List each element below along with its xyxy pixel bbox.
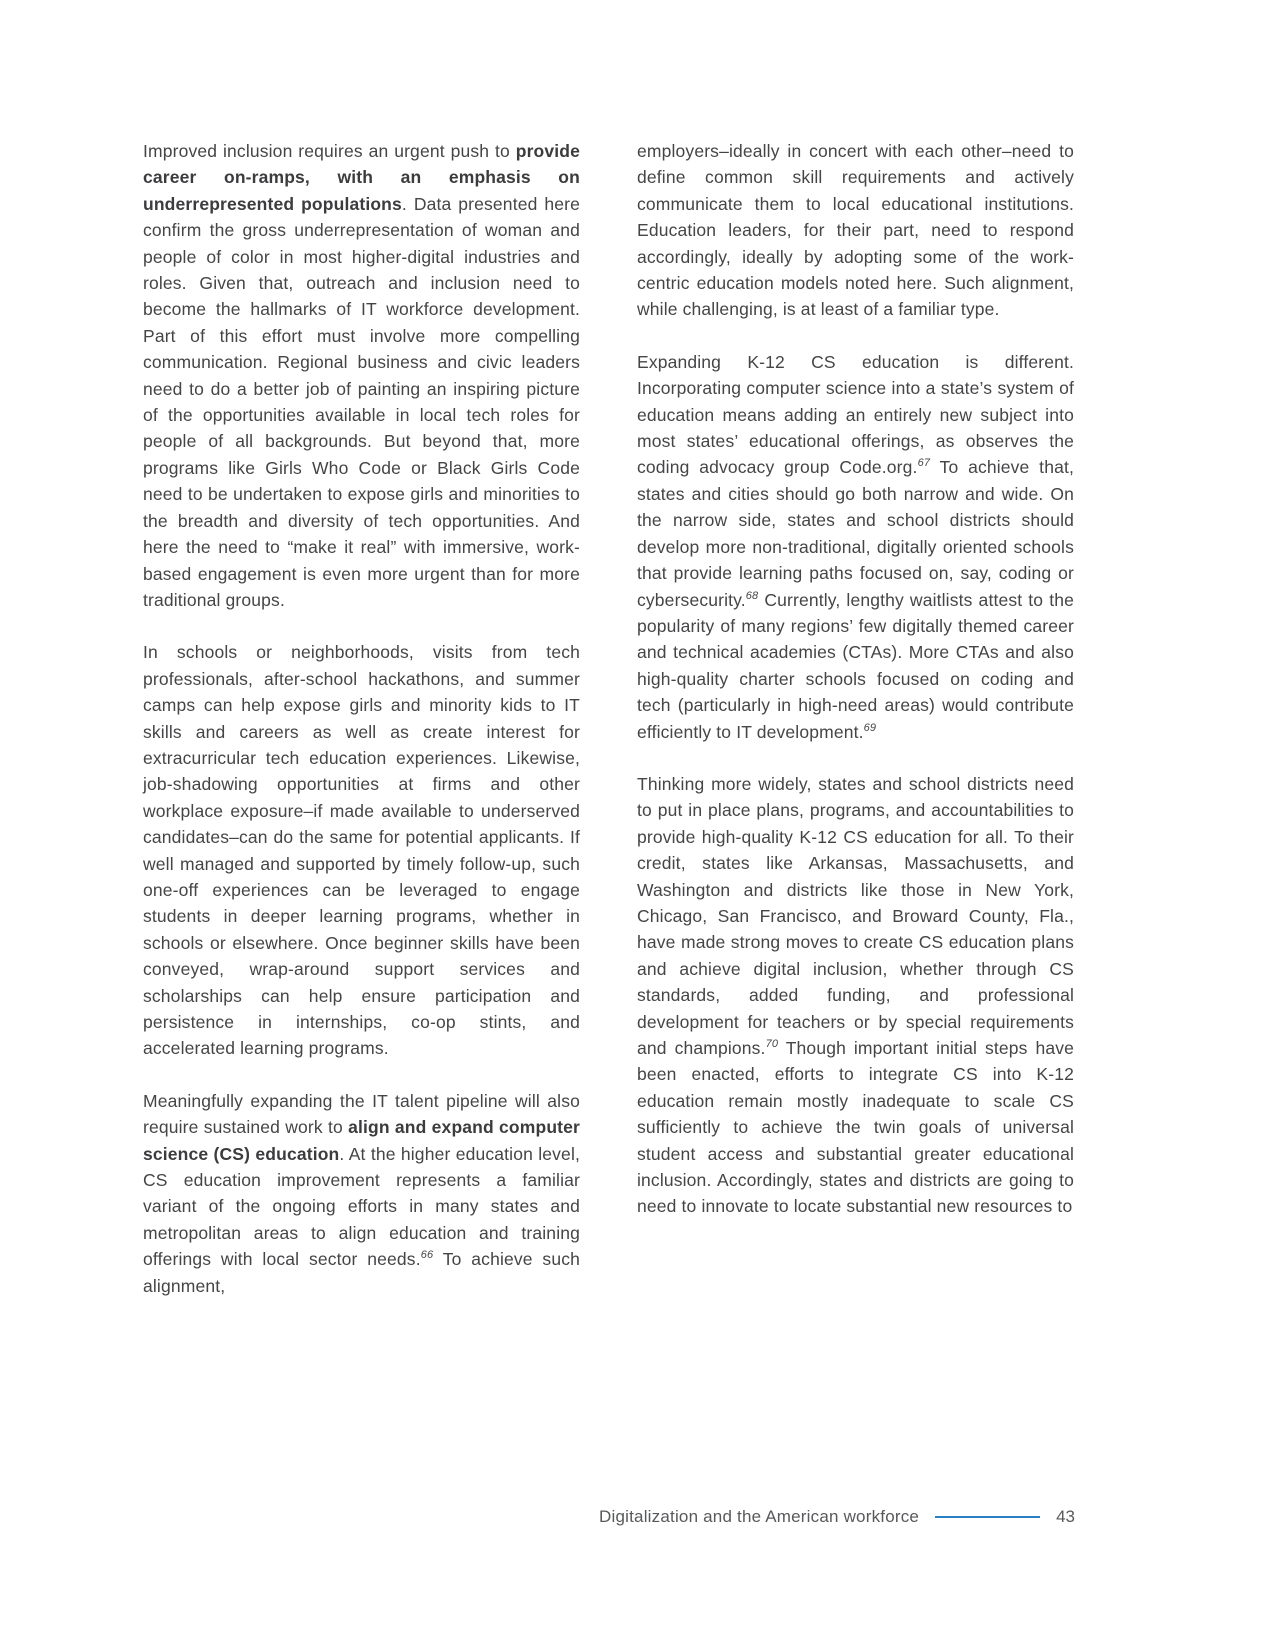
paragraph xyxy=(637,771,1074,1220)
right-column xyxy=(637,138,1074,1325)
body-text: To achieve that, states and cities should go both narrow and wide. On the narrow side, states and school districts should develop more non-traditional, digitally oriented schools that provide learning paths focused on, say, coding or cybersecurity. xyxy=(637,457,1074,610)
body-text: . Data presented here confirm the gross underrepresentation of woman and people of color in most higher-digital industries and roles. Given that, outreach and inclusion need to become the hallmarks of IT workforce development. Part of this effort must involve more compelling communication. Regional business and civic leaders need to do a better job of painting an inspiring picture of the opportunities available in local tech roles for people of all backgrounds. But beyond that, more programs like Girls Who Code or Black Girls Code need to be undertaken to expose girls and minorities to the breadth and diversity of tech opportunities. And here the need to “make it real” with immersive, work-based engagement is even more urgent than for more traditional groups. xyxy=(143,193,580,610)
body-text: Thinking more widely, states and school districts need to put in place plans, programs, and accountabilities to provide high-quality K-12 CS education for all. To their credit, states like Arkansas, Massachusetts, and Washington and districts like those in New York, Chicago, San Francisco, and Broward County, Fla., have made strong moves to create CS education plans and achieve digital inclusion, whether through CS standards, added funding, and professional development for teachers or by special requirements and champions. xyxy=(637,773,1074,1058)
body-text: employers–ideally in concert with each other–need to define common skill requirements and actively communicate them to local educational institutions. Education leaders, for their part, need to respond accordingly, ideally by adopting some of the work-centric education models noted here. Such alignment, while challenging, is at least of a familiar type. xyxy=(637,141,1074,320)
body-text: Expanding K-12 CS education is different. Incorporating computer science into a state’s system of education means adding an entirely new subject into most states’ educational offerings, as observes the coding advocacy group Code.org. xyxy=(637,351,1074,478)
body-text: To achieve such alignment, xyxy=(143,1249,580,1296)
body-text: . At the higher education level, CS education improvement represents a familiar variant of the ongoing efforts in many states and metropolitan areas to align education and training offerings with local sector needs. xyxy=(143,1143,580,1270)
footnote-ref: 67 xyxy=(917,457,931,470)
footnote-ref: 68 xyxy=(745,589,759,602)
paragraph xyxy=(143,639,580,1062)
page-footer xyxy=(599,1507,1075,1527)
body-text: Though important initial steps have been enacted, efforts to integrate CS into K-12 education remain mostly inadequate to scale CS sufficiently to achieve the twin goals of universal student access and substantial greater educational inclusion. Accordingly, states and districts are going to need to innovate to locate substantial new resources to xyxy=(637,1038,1074,1217)
text-columns xyxy=(143,138,1075,1325)
paragraph xyxy=(143,138,580,613)
body-text: Improved inclusion requires an urgent push to xyxy=(143,141,516,161)
body-text: Meaningfully expanding the IT talent pipeline will also require sustained work to xyxy=(143,1090,580,1138)
bold-text: provide career on-ramps, with an emphasis on underrepresented populations xyxy=(143,141,580,214)
body-text: In schools or neighborhoods, visits from tech professionals, after-school hackathons, and summer camps can help expose girls and minority kids to IT skills and careers as well as create interest for extracurricular tech education experiences. Likewise, job-shadowing opportunities at firms and other workplace exposure–if made available to underserved candidates–can do the same for potential applicants. If well managed and supported by timely follow-up, such one-off experiences can be leveraged to engage students in deeper learning programs, whether in schools or elsewhere. Once beginner skills have been conveyed, wrap-around support services and scholarships can help ensure participation and persistence in internships, co-op stints, and accelerated learning programs. xyxy=(143,642,580,1059)
footer-title: Digitalization and the American workforce xyxy=(599,1507,920,1526)
footnote-ref: 69 xyxy=(863,721,877,734)
paragraph xyxy=(637,138,1074,323)
page-number: 43 xyxy=(1056,1507,1075,1526)
body-text: Currently, lengthy waitlists attest to the popularity of many regions’ few digitally themed career and technical academies (CTAs). More CTAs and also high-quality charter schools focused on coding and tech (particularly in high-need areas) would contribute efficiently to IT development. xyxy=(637,589,1074,742)
paragraph xyxy=(143,1088,580,1299)
footnote-ref: 66 xyxy=(420,1249,434,1262)
footnote-ref: 70 xyxy=(765,1038,779,1051)
left-column xyxy=(143,138,580,1325)
paragraph xyxy=(637,349,1074,745)
bold-text: align and expand computer science (CS) education xyxy=(143,1117,580,1164)
footer-rule xyxy=(935,1516,1040,1518)
